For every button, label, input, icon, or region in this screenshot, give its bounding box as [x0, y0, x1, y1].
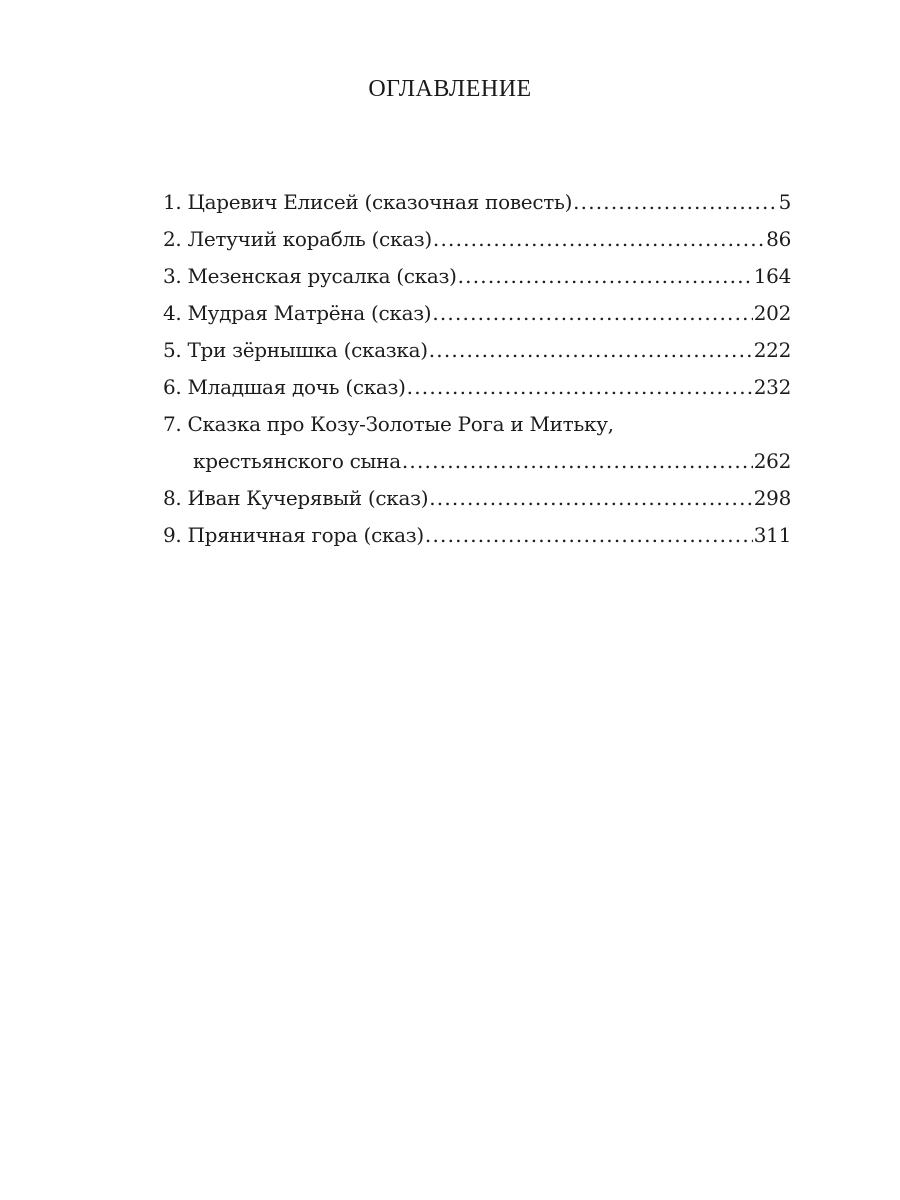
entry-page-number: 202 — [753, 301, 791, 325]
entry-page-number: 164 — [753, 264, 791, 288]
entry-title: Младшая дочь (сказ) — [187, 375, 406, 399]
entry-title: Мезенская русалка (сказ) — [187, 264, 457, 288]
entry-title: Сказка про Козу-Золотые Рога и Митьку, — [187, 412, 614, 436]
dot-leader — [458, 258, 753, 295]
entry-number: 6. — [163, 375, 182, 399]
dot-leader — [402, 443, 753, 480]
toc-entry[interactable] — [163, 258, 791, 295]
entry-title: Летучий корабль (сказ) — [187, 227, 432, 251]
entry-title: Иван Кучерявый (сказ) — [187, 486, 429, 510]
entry-number: 8. — [163, 486, 182, 510]
entry-title: Царевич Елисей (сказочная повесть) — [187, 190, 573, 214]
entry-page-number: 86 — [766, 227, 791, 251]
entry-page-number: 298 — [753, 486, 791, 510]
toc-entry[interactable] — [163, 295, 791, 332]
dot-leader — [407, 369, 753, 406]
dot-leader — [433, 221, 765, 258]
toc-entry-line2[interactable] — [163, 443, 791, 480]
toc-entry[interactable] — [163, 517, 791, 554]
toc-entry[interactable] — [163, 221, 791, 258]
dot-leader — [429, 480, 752, 517]
page-title: ОГЛАВЛЕНИЕ — [368, 76, 532, 102]
dot-leader — [425, 517, 753, 554]
toc-entry[interactable] — [163, 332, 791, 369]
entry-title: Три зёрнышка (сказка) — [187, 338, 428, 362]
toc-entry[interactable] — [163, 369, 791, 406]
entry-page-number: 311 — [753, 523, 791, 547]
entry-page-number: 5 — [778, 190, 791, 214]
toc-entry-line1[interactable] — [163, 406, 791, 443]
entry-number: 4. — [163, 301, 182, 325]
toc-entry[interactable] — [163, 184, 791, 221]
entry-number: 5. — [163, 338, 182, 362]
entry-number: 2. — [163, 227, 182, 251]
entry-page-number: 262 — [753, 449, 791, 473]
dot-leader — [429, 332, 753, 369]
table-of-contents — [163, 184, 791, 554]
entry-title: Мудрая Матрёна (сказ) — [187, 301, 432, 325]
entry-number: 7. — [163, 412, 182, 436]
entry-number: 1. — [163, 190, 182, 214]
dot-leader — [573, 184, 777, 221]
entry-number: 3. — [163, 264, 182, 288]
dot-leader — [432, 295, 752, 332]
entry-title-continuation: крестьянского сына — [193, 449, 401, 473]
entry-page-number: 232 — [753, 375, 791, 399]
entry-title: Пряничная гора (сказ) — [187, 523, 424, 547]
entry-page-number: 222 — [753, 338, 791, 362]
entry-number: 9. — [163, 523, 182, 547]
toc-entry[interactable] — [163, 480, 791, 517]
